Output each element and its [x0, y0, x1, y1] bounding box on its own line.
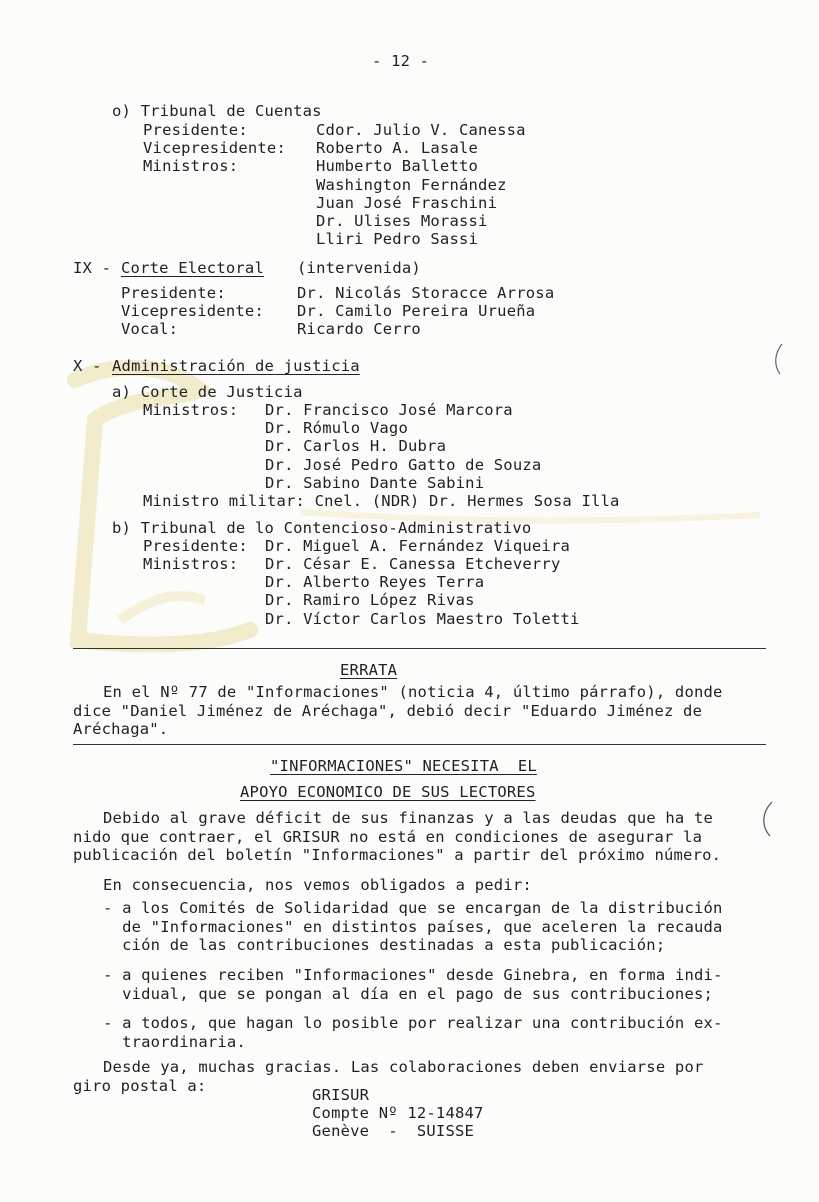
- paragraph-line: En consecuencia, nos vemos obligados a pedir:: [103, 876, 532, 894]
- paragraph-line: publicación del boletín "Informaciones" a partir del próximo número.: [73, 846, 722, 864]
- person-name: Dr. José Pedro Gatto de Souza: [265, 455, 542, 474]
- divider: [73, 744, 766, 745]
- role-label: Ministros:: [143, 555, 239, 573]
- paragraph-line: nido que contraer, el GRISUR no está en condiciones de asegurar la: [73, 827, 703, 846]
- paragraph-line: giro postal a:: [73, 1076, 207, 1095]
- person-name: Dr. César E. Canessa Etcheverry: [265, 555, 561, 573]
- address-line: Genève - SUISSE: [312, 1122, 475, 1140]
- person-name: Humberto Balletto: [316, 157, 479, 176]
- bullet-line: traordinaria.: [103, 1032, 246, 1051]
- person-name: Dr. Nicolás Storacce Arrosa: [297, 284, 555, 302]
- subsection-heading: b) Tribunal de lo Contencioso-Administrativo: [112, 519, 532, 537]
- person-name: Dr. Camilo Pereira Urueña: [297, 302, 536, 320]
- bullet-line: de "Informaciones" en distintos países, que aceleren la recauda: [103, 917, 723, 936]
- person-name: Dr. Alberto Reyes Terra: [265, 573, 485, 592]
- section-title: Administración de justicia: [112, 357, 360, 375]
- person-name: Ricardo Cerro: [297, 320, 421, 338]
- errata-title: ERRATA: [340, 661, 398, 679]
- section-heading: o) Tribunal de Cuentas: [112, 102, 322, 120]
- appeal-title: "INFORMACIONES" NECESITA EL: [270, 757, 537, 775]
- errata-line: En el Nº 77 de "Informaciones" (noticia 4, último párrafo), donde: [103, 683, 723, 701]
- person-name: Dr. Carlos H. Dubra: [265, 437, 447, 456]
- subsection-heading: a) Corte de Justicia: [112, 383, 303, 401]
- role-label: Vocal:: [121, 320, 179, 338]
- person-name: Dr. Francisco José Marcora: [265, 401, 513, 419]
- appeal-subtitle: APOYO ECONOMICO DE SUS LECTORES: [240, 783, 536, 801]
- person-name: Dr. Ramiro López Rivas: [265, 591, 475, 610]
- bullet-line: - a los Comités de Solidaridad que se encargan de la distribución: [103, 899, 723, 917]
- person-name: Roberto A. Lasale: [316, 139, 479, 158]
- role-label: Presidente:: [143, 121, 248, 139]
- paragraph-line: Desde ya, muchas gracias. Las colaboraciones deben enviarse por: [103, 1058, 704, 1076]
- role-label: Presidente:: [143, 537, 248, 555]
- person-name: Dr. Sabino Dante Sabini: [265, 473, 485, 492]
- errata-line: Aréchaga".: [73, 720, 169, 738]
- person-name: Cdor. Julio V. Canessa: [316, 121, 526, 139]
- person-name: Juan José Fraschini: [316, 193, 498, 212]
- person-name: Dr. Ulises Morassi: [316, 212, 488, 230]
- address-line: Compte Nº 12-14847: [312, 1104, 484, 1122]
- pen-mark: [758, 800, 778, 840]
- role-label: Ministros:: [143, 401, 239, 419]
- address-line: GRISUR: [312, 1086, 370, 1104]
- role-label: Ministros:: [143, 157, 239, 176]
- section-title: Corte Electoral: [121, 259, 264, 277]
- errata-line: dice "Daniel Jiménez de Aréchaga", debió decir "Eduardo Jiménez de: [73, 701, 703, 720]
- role-label: Vicepresidente:: [121, 302, 264, 320]
- divider: [73, 648, 766, 649]
- section-number: X -: [73, 357, 102, 375]
- person-name: Dr. Miguel A. Fernández Viqueira: [265, 537, 571, 555]
- role-label: Vicepresidente:: [143, 139, 286, 158]
- person-name: Dr. Víctor Carlos Maestro Toletti: [265, 609, 580, 628]
- person-name: Dr. Rómulo Vago: [265, 419, 408, 438]
- pen-mark: [770, 342, 790, 382]
- role-label: Presidente:: [121, 284, 226, 302]
- bullet-line: - a quienes reciben "Informaciones" desde Ginebra, en forma indi-: [103, 966, 723, 984]
- person-name: Lliri Pedro Sassi: [316, 230, 479, 249]
- militar-line: Ministro militar: Cnel. (NDR) Dr. Hermes Sosa Illa: [143, 492, 620, 510]
- bullet-line: vidual, que se pongan al día en el pago de sus contribuciones;: [103, 984, 714, 1003]
- paragraph-line: Debido al grave déficit de sus finanzas y a las deudas que ha te: [103, 809, 714, 827]
- person-name: Washington Fernández: [316, 175, 507, 194]
- bullet-line: - a todos, que hagan lo posible por realizar una contribución ex-: [103, 1014, 723, 1032]
- page-number: - 12 -: [372, 52, 430, 70]
- bullet-line: ción de las contribuciones destinadas a esta publicación;: [103, 936, 666, 954]
- section-note: (intervenida): [297, 259, 421, 277]
- section-number: IX -: [73, 259, 112, 277]
